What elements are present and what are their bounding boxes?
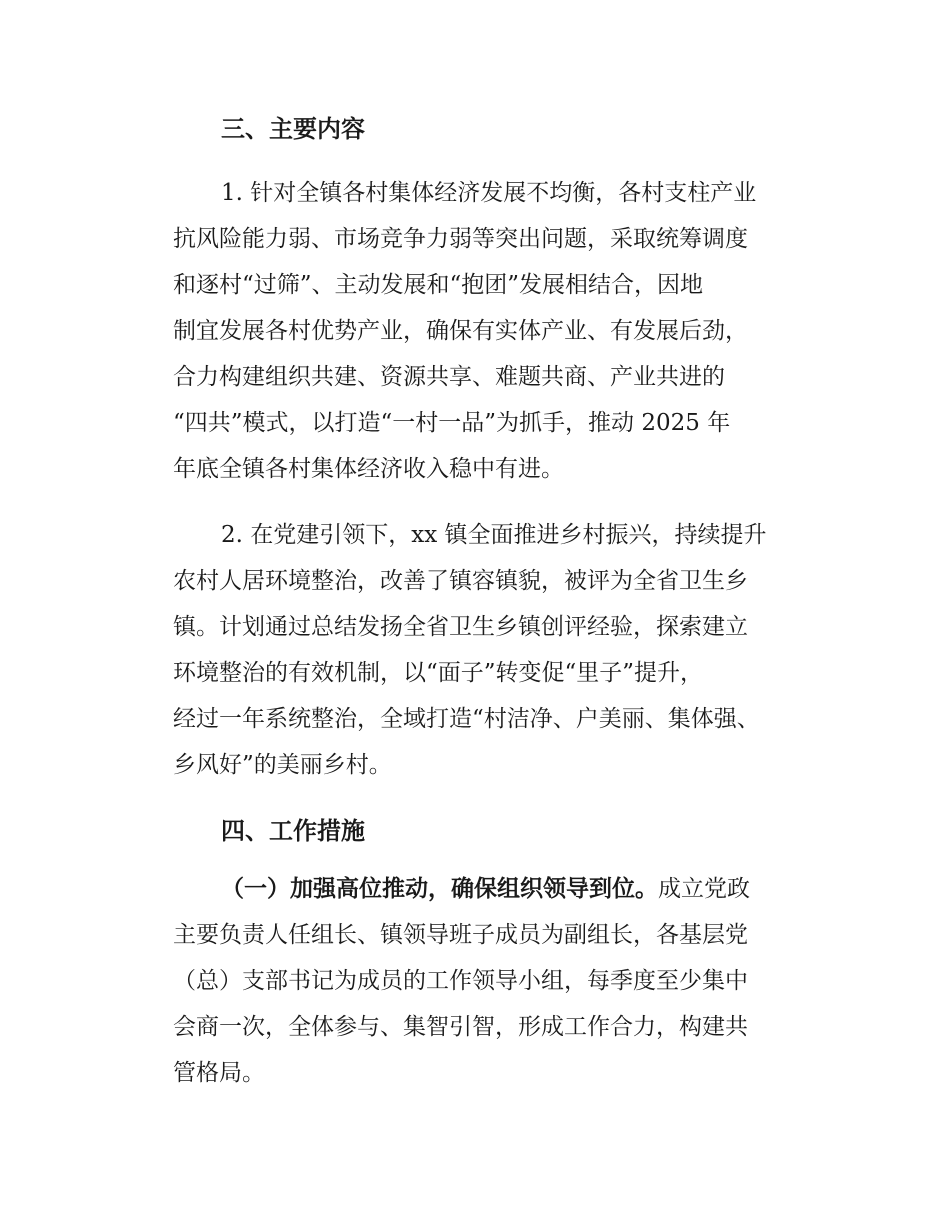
- paragraph-line: 会商一次，全体参与、集智引智，形成工作合力，构建共: [173, 1014, 748, 1040]
- document-body: [173, 104, 813, 1096]
- paragraph-line: 农村人居环境整治，改善了镇容镇貌，被评为全省卫生乡: [173, 568, 748, 594]
- paragraph-line: 管格局。: [173, 1060, 265, 1086]
- paragraph-line: 年底全镇各村集体经济收入稳中有进。: [173, 456, 564, 482]
- paragraph-line: 2. 在党建引领下，xx 镇全面推进乡村振兴，持续提升: [221, 522, 767, 548]
- section-heading-work-measures: 四、工作措施: [221, 817, 365, 845]
- paragraph-line: 抗风险能力弱、市场竞争力弱等突出问题，采取统筹调度: [173, 226, 748, 252]
- paragraph-line: 乡风好”的美丽乡村。: [173, 752, 392, 778]
- section-heading-main-content: 三、主要内容: [221, 115, 365, 143]
- paragraph-collective-economy: [173, 170, 813, 492]
- paragraph-line: 镇。计划通过总结发扬全省卫生乡镇创评经验，探索建立: [173, 614, 748, 640]
- paragraph-line: 合力构建组织共建、资源共享、难题共商、产业共进的: [173, 364, 725, 390]
- paragraph-line: [173, 866, 813, 912]
- paragraph-line: 主要负责人任组长、镇领导班子成员为副组长，各基层党: [173, 922, 748, 948]
- paragraph-line: （总）支部书记为成员的工作领导小组，每季度至少集中: [173, 968, 748, 994]
- paragraph-line: 制宜发展各村优势产业，确保有实体产业、有发展后劲，: [173, 318, 748, 344]
- subsection-lead-title: （一）加强高位推动，确保组织领导到位。: [221, 876, 658, 902]
- paragraph-line: 经过一年系统整治，全域打造“村洁净、户美丽、集体强、: [173, 706, 760, 732]
- paragraph-line: 1. 针对全镇各村集体经济发展不均衡，各村支柱产业: [221, 180, 757, 206]
- paragraph-text: 成立党政: [658, 876, 750, 902]
- paragraph-rural-revitalization: [173, 512, 813, 788]
- paragraph-line: 和逐村“过筛”、主动发展和“抱团”发展相结合，因地: [173, 272, 704, 298]
- paragraph-organizational-leadership: [173, 866, 813, 1096]
- paragraph-line: “四共”模式，以打造“一村一品”为抓手，推动 2025 年: [173, 410, 731, 436]
- paragraph-line: 环境整治的有效机制，以“面子”转变促“里子”提升，: [173, 660, 704, 686]
